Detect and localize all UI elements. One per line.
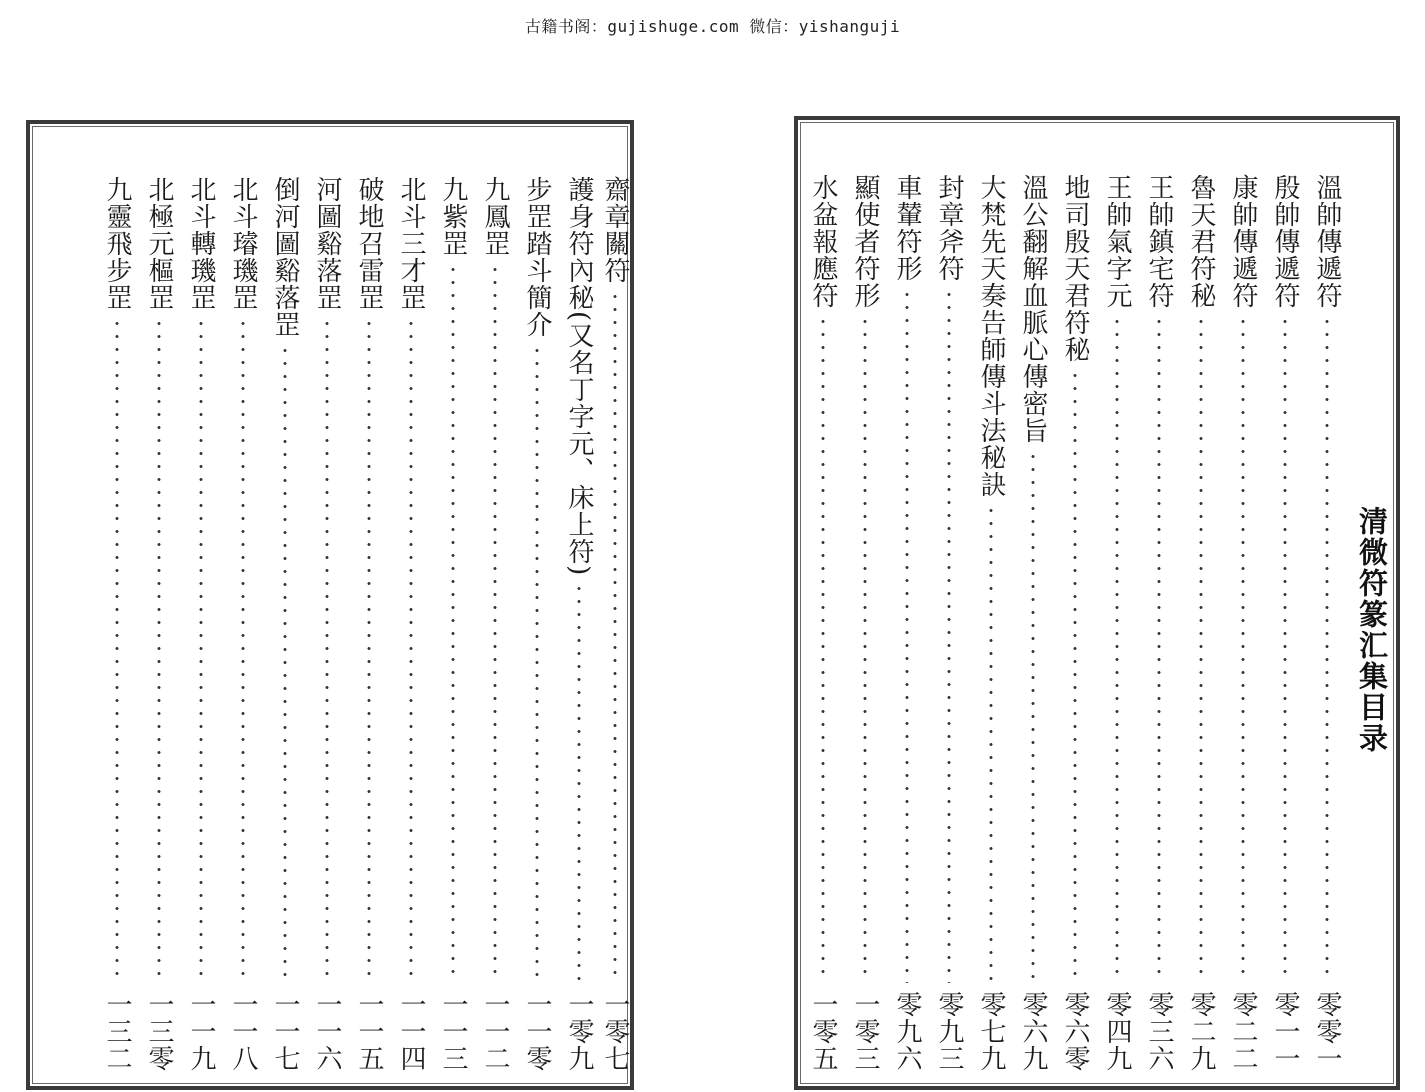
dot-leader: [1199, 315, 1203, 983]
dot-leader: [821, 315, 825, 983]
toc-entry: [1016, 174, 1050, 1072]
dot-leader: [535, 344, 539, 983]
toc-entry-page-number: 一一四: [396, 991, 426, 1072]
toc-entry: [478, 176, 512, 1072]
toc-entry-title: 康帥傳遞符: [1228, 174, 1258, 309]
dot-leader: [241, 317, 245, 983]
toc-entry-page-number: 零七九: [976, 991, 1006, 1072]
toc-entry-title: 王帥氣字元: [1102, 174, 1132, 309]
toc-entry-page-number: 一一三: [438, 991, 468, 1072]
toc-entry-title: 九紫罡: [438, 176, 468, 257]
toc-entry-page-number: 一一六: [312, 991, 342, 1072]
dot-leader: [1031, 450, 1035, 983]
toc-entry-title: 水盆報應符: [808, 174, 838, 309]
toc-entry-title: 王帥鎮宅符: [1144, 174, 1174, 309]
dot-leader: [1073, 369, 1077, 983]
dot-leader: [1283, 315, 1287, 983]
toc-entry-page-number: 一一二: [480, 991, 510, 1072]
toc-entry: [974, 174, 1008, 1072]
toc-entry: [598, 176, 632, 1072]
toc-entry-page-number: 零零一: [1312, 991, 1342, 1072]
toc-entry-title: 九靈飛步罡: [102, 176, 132, 311]
toc-entry-title: 溫公翻解血脈心傳密旨: [1018, 174, 1048, 444]
toc-entry: [226, 176, 260, 1072]
toc-entry-title: 步罡踏斗簡介: [522, 176, 552, 338]
dot-leader: [577, 582, 581, 983]
dot-leader: [325, 317, 329, 983]
toc-entry-title: 殷帥傳遞符: [1270, 174, 1300, 309]
toc-entry: [100, 176, 134, 1072]
toc-entry: [848, 174, 882, 1072]
toc-entry-title: 大梵先天奏告師傳斗法秘訣: [976, 174, 1006, 498]
book-title: 清微符篆汇集目录: [1355, 506, 1389, 754]
toc-entry-page-number: 一零七: [600, 991, 630, 1072]
toc-entry: [352, 176, 386, 1072]
toc-entry-title: 顯使者符形: [850, 174, 880, 309]
toc-entry-page-number: 一一七: [270, 991, 300, 1072]
toc-entry-page-number: 零四九: [1102, 991, 1132, 1072]
toc-entry: [1100, 174, 1134, 1072]
dot-leader: [409, 317, 413, 983]
toc-entry-title: 倒河圖谿落罡: [270, 176, 300, 338]
toc-entry: [436, 176, 470, 1072]
toc-entry-page-number: 一一八: [228, 991, 258, 1072]
toc-entry: [268, 176, 302, 1072]
toc-entry: [1142, 174, 1176, 1072]
toc-entry-page-number: 一一零: [522, 991, 552, 1072]
dot-leader: [947, 288, 951, 983]
dot-leader: [367, 317, 371, 983]
dot-leader: [157, 317, 161, 983]
toc-entry-title: 護身符內秘(又名丁字元、床上符): [564, 176, 594, 577]
toc-page-left: [26, 120, 634, 1090]
toc-entry-title: 北斗璿璣罡: [228, 176, 258, 311]
toc-entry-page-number: 一三零: [144, 991, 174, 1072]
toc-entry-page-number: 一一五: [354, 991, 384, 1072]
toc-entry-title: 北極元樞罡: [144, 176, 174, 311]
toc-entry-page-number: 零二九: [1186, 991, 1216, 1072]
toc-page-right: [794, 116, 1400, 1090]
toc-entry: [142, 176, 176, 1072]
toc-entry: [184, 176, 218, 1072]
toc-entry-page-number: 零一一: [1270, 991, 1300, 1072]
toc-entry: [806, 174, 840, 1072]
toc-entry: [1310, 174, 1344, 1072]
toc-entry-page-number: 零三六: [1144, 991, 1174, 1072]
toc-entry: [1184, 174, 1218, 1072]
dot-leader: [1241, 315, 1245, 983]
toc-entry: [932, 174, 966, 1072]
toc-entry-title: 九鳳罡: [480, 176, 510, 257]
toc-entry-page-number: 一一九: [186, 991, 216, 1072]
toc-entry-page-number: 零六九: [1018, 991, 1048, 1072]
dot-leader: [613, 290, 617, 983]
toc-entry: [1268, 174, 1302, 1072]
toc-entry-title: 齋章關符: [600, 176, 630, 284]
toc-entry-title: 溫帥傳遞符: [1312, 174, 1342, 309]
toc-entry: [562, 176, 596, 1072]
dot-leader: [115, 317, 119, 983]
toc-entry-title: 地司殷天君符秘: [1060, 174, 1090, 363]
toc-entry: [1058, 174, 1092, 1072]
toc-entry-page-number: 一零五: [808, 991, 838, 1072]
toc-entry-title: 車輦符形: [892, 174, 922, 282]
dot-leader: [1157, 315, 1161, 983]
toc-entry-title: 破地召雷罡: [354, 176, 384, 311]
dot-leader: [199, 317, 203, 983]
dot-leader: [989, 504, 993, 983]
toc-entry-title: 封章斧符: [934, 174, 964, 282]
toc-entry-page-number: 零九六: [892, 991, 922, 1072]
toc-entry-page-number: 一零九: [564, 991, 594, 1073]
dot-leader: [493, 263, 497, 983]
dot-leader: [1325, 315, 1329, 983]
dot-leader: [283, 344, 287, 983]
toc-entry-title: 北斗三才罡: [396, 176, 426, 311]
site-watermark: 古籍书阁：gujishuge.com 微信：yishanguji: [524, 17, 901, 36]
toc-entry-title: 河圖谿落罡: [312, 176, 342, 311]
toc-entry-page-number: 零二二: [1228, 991, 1258, 1072]
toc-entry: [394, 176, 428, 1072]
toc-entry-title: 北斗轉璣罡: [186, 176, 216, 311]
toc-entry-title: 魯天君符秘: [1186, 174, 1216, 309]
dot-leader: [905, 288, 909, 983]
toc-entry: [890, 174, 924, 1072]
toc-entry: [1226, 174, 1260, 1072]
toc-entry-page-number: 一三二: [102, 991, 132, 1072]
toc-entry: [310, 176, 344, 1072]
toc-entry-page-number: 零九三: [934, 991, 964, 1072]
toc-entry: [520, 176, 554, 1072]
toc-entry-page-number: 零六零: [1060, 991, 1090, 1072]
dot-leader: [451, 263, 455, 983]
toc-entry-page-number: 一零三: [850, 991, 880, 1072]
dot-leader: [1115, 315, 1119, 983]
dot-leader: [863, 315, 867, 983]
